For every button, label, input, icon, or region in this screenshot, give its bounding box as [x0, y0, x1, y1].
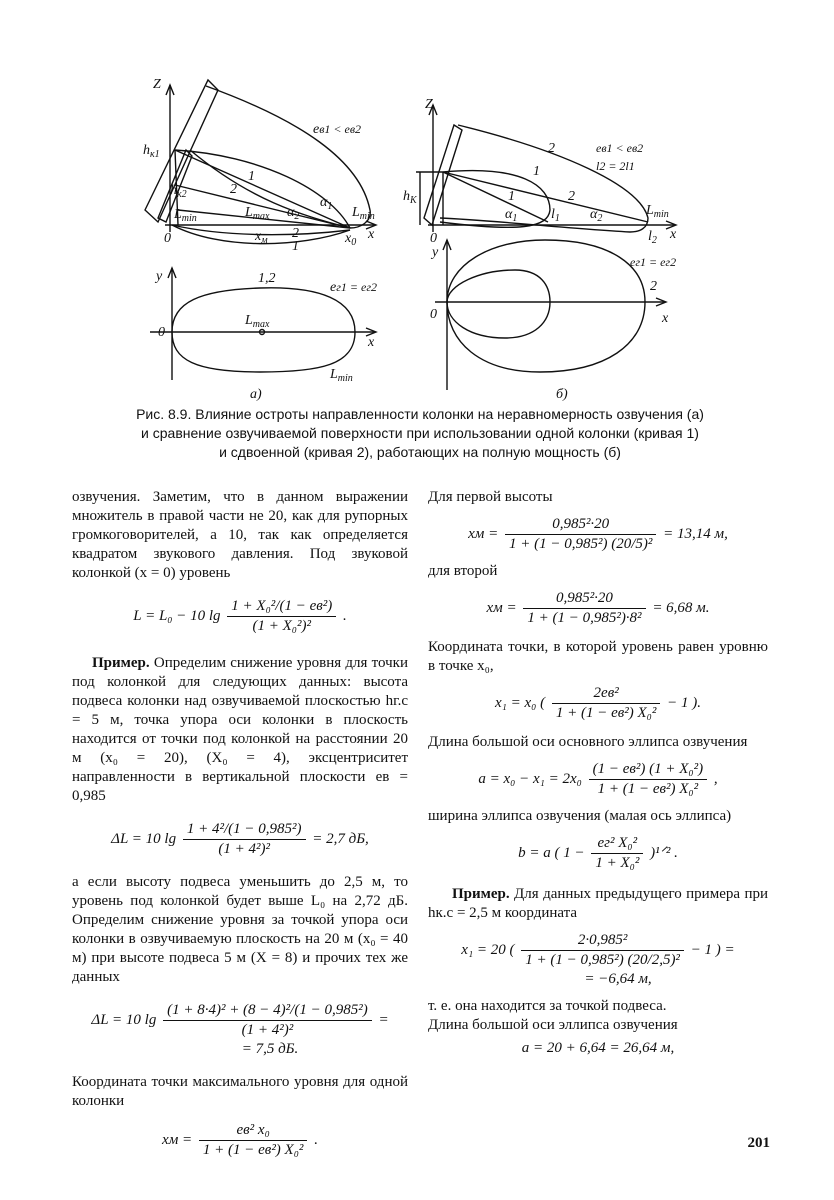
- a-lmin-right: $L_{min}$: [352, 205, 375, 222]
- b-y-label: y: [432, 245, 439, 260]
- b-ecc-g-label: eг1 = eг2: [630, 255, 677, 269]
- a-z-label: Z: [153, 77, 161, 92]
- a-origin: 0: [164, 231, 171, 246]
- a-hk1-label: $h_{к1}$: [143, 143, 160, 160]
- a-curve12-label: 1,2: [258, 271, 276, 286]
- caption-line-2: и сравнение озвучиваемой поверхности при использовании одной колонки (кривая 1): [141, 425, 699, 441]
- figure-8-9: [0, 0, 834, 405]
- b-ellipse-1: [447, 270, 550, 338]
- b-curve-1-ray: 1: [508, 189, 515, 204]
- right-equation-5: b = a ( 1 − $\frac{\text{eг² X₀²}}{\text{1 + X₀²}}$ )¹ᐟ² .: [518, 835, 678, 871]
- b-l2-label: $l_2$: [648, 229, 657, 246]
- b-ellipse-2: [447, 240, 645, 372]
- right-paragraph-2: для второй: [428, 563, 498, 579]
- left-paragraph-3: а если высоту подвеса уменьшить до 2,5 м, то уровень под колонкой будет выше L₀ на 2,72 дБ. Определим снижение уровня за точкой упора оси колонки в озвучиваемую плоскость на 20 м (x₀ = 40 м) при высоте подвеса 5 м (X = 8) и прочих тех же данных: [72, 874, 408, 985]
- right-paragraph-1: Для первой высоты: [428, 489, 553, 505]
- a-x2-label: x: [368, 335, 375, 350]
- a-x-label: x: [368, 227, 375, 242]
- right-column: [428, 488, 768, 1066]
- b-ray-1: [443, 172, 548, 222]
- left-equation-1: L = L₀ − 10 lg $\frac{\text{1 + X₀²/(1 − eв²)}}{\text{(1 + X₀²)²}}$ .: [133, 598, 347, 634]
- a-lmin-bottom: $L_{min}$: [330, 367, 353, 384]
- a-lmax-label: $L_{max}$: [245, 205, 270, 222]
- left-paragraph-1: озвучения. Заметим, что в данном выражении множитель в правой части не 20, как для рупорных громкоговорителей, а 10, так как определяется квадратом звукового давления. Под звуковой колонкой (x = 0) уровень: [72, 489, 408, 581]
- a-y-label: y: [156, 269, 163, 284]
- left-equation-2: ΔL = 10 lg $\frac{\text{1 + 4²/(1 − 0,985²)}}{\text{(1 + 4²)²}}$ = 2,7 дБ,: [111, 821, 369, 857]
- b-x2-label: x: [662, 311, 669, 326]
- caption-line-1: Рис. 8.9. Влияние остроты направленности колонки на неравномерность озвучения (а): [136, 406, 704, 422]
- right-paragraph-5: ширина эллипса озвучения (малая ось эллипса): [428, 808, 732, 824]
- b-curve-1-label: 1: [533, 164, 540, 179]
- b-curve-2-ray: 2: [568, 189, 575, 204]
- right-equation-7: a = 20 + 6,64 = 26,64 м,: [521, 1040, 675, 1056]
- a-curve-2-label: 2: [230, 182, 237, 197]
- caption-line-3: и сдвоенной (кривая 2), работающих на полную мощность (б): [219, 444, 621, 460]
- b-alpha1-label: $\alpha_1$: [505, 207, 518, 224]
- right-equation-2: xм = $\frac{\text{0,985²·20}}{\text{1 + (1 − 0,985²)·8²}}$ = 6,68 м.: [486, 590, 710, 626]
- a-x0-label: $x_0$: [345, 231, 357, 248]
- right-equation-4: a = x₀ − x₁ = 2x₀ $\frac{\text{(1 − eв²) (1 + X₀²)}}{\text{1 + (1 − eв²) X₀²}}$ ,: [478, 761, 718, 797]
- left-paragraph-4: Координата точки максимального уровня для одной колонки: [72, 1074, 408, 1109]
- b-origin2: 0: [430, 307, 437, 322]
- b-l1-label: $l_1$: [551, 207, 560, 224]
- a-curve-2-low: 2: [292, 226, 299, 241]
- right-paragraph-3: Координата точки, в которой уровень равен уровню в точке x₀,: [428, 639, 768, 674]
- a-panel-label: а): [250, 387, 262, 402]
- right-equation-6: x₁ = 20 ( $\frac{\text{2·0,985²}}{\text{1 + (1 − 0,985²) (20/2,5)²}}$ − 1 ) = = −6,64 м,: [461, 932, 735, 987]
- b-alpha2-label: $\alpha_2$: [590, 207, 603, 224]
- right-paragraph-7: т. е. она находится за точкой подвеса.: [428, 998, 667, 1014]
- b-curve-2-bottom: 2: [650, 279, 657, 294]
- left-column: [72, 488, 408, 1168]
- a-lmin-left: $L_{min}$: [174, 207, 197, 224]
- left-paragraph-2: Пример. Определим снижение уровня для точки под колонкой для следующих данных: высота подвеса колонки над озвучиваемой плоскостью hг.с = 5 м, точка упора оси колонки в плоскость находится от точки под колонкой на расстоянии 20 м (x₀ = 20), (X₀ = 4), эксцентриситет направленности в вертикальной плоскости eв = 0,985: [72, 655, 409, 804]
- b-x-label: x: [670, 227, 677, 242]
- a-ecc-g-label: eг1 = eг2: [330, 280, 378, 295]
- page-number: 201: [747, 1135, 770, 1151]
- a-alpha2-label: $\alpha_2$: [287, 205, 300, 222]
- b-z-label: Z: [425, 97, 433, 112]
- left-equation-3: ΔL = 10 lg $\frac{\text{(1 + 8·4)² + (8 − 4)²/(1 − 0,985²)}}{\text{(1 + 4²)²}}$ = = 7,5 дБ.: [91, 1002, 389, 1057]
- b-panel-label: б): [556, 387, 568, 402]
- b-origin: 0: [430, 231, 437, 246]
- a-curve-1-label: 1: [248, 169, 255, 184]
- right-equation-3: x₁ = x₀ ( $\frac{\text{2eв²}}{\text{1 + (1 − eв²) X₀²}}$ − 1 ).: [494, 685, 702, 721]
- right-paragraph-4: Длина большой оси основного эллипса озвучения: [428, 734, 748, 750]
- right-equation-1: xм = $\frac{\text{0,985²·20}}{\text{1 + (1 − 0,985²) (20/5)²}}$ = 13,14 м,: [468, 516, 728, 552]
- figure-caption: [100, 405, 740, 462]
- a-ecc-v-label: eв1 < eв2: [313, 122, 362, 137]
- a-hk2-label: $h_{к2}$: [170, 183, 187, 200]
- a-xm-label: $x_м$: [255, 229, 268, 246]
- a-curve-1-low: 1: [292, 239, 299, 254]
- a-origin2: 0: [158, 325, 165, 340]
- b-lmin-label: $L_{min}$: [646, 203, 669, 220]
- a-lobe-2-outer: [190, 86, 370, 228]
- b-l-rel-label: l2 = 2l1: [596, 159, 635, 173]
- b-ecc-v-label: eв1 < eв2: [596, 141, 644, 155]
- b-hk-label: $h_К$: [403, 189, 417, 206]
- b-ray-2: [443, 172, 648, 222]
- right-paragraph-6: Пример. Для данных предыдущего примера при hк.с = 2,5 м координата: [428, 886, 768, 921]
- b-curve-2-label: 2: [548, 141, 555, 156]
- right-paragraph-8: Длина большой оси эллипса озвучения: [428, 1017, 678, 1033]
- left-equation-4: xм = $\frac{\text{eв² x₀}}{\text{1 + (1 − eв²) X₀²}}$ .: [162, 1122, 318, 1158]
- a-lmax2-label: $L_{max}$: [245, 313, 270, 330]
- a-alpha1-label: $\alpha_1$: [320, 195, 333, 212]
